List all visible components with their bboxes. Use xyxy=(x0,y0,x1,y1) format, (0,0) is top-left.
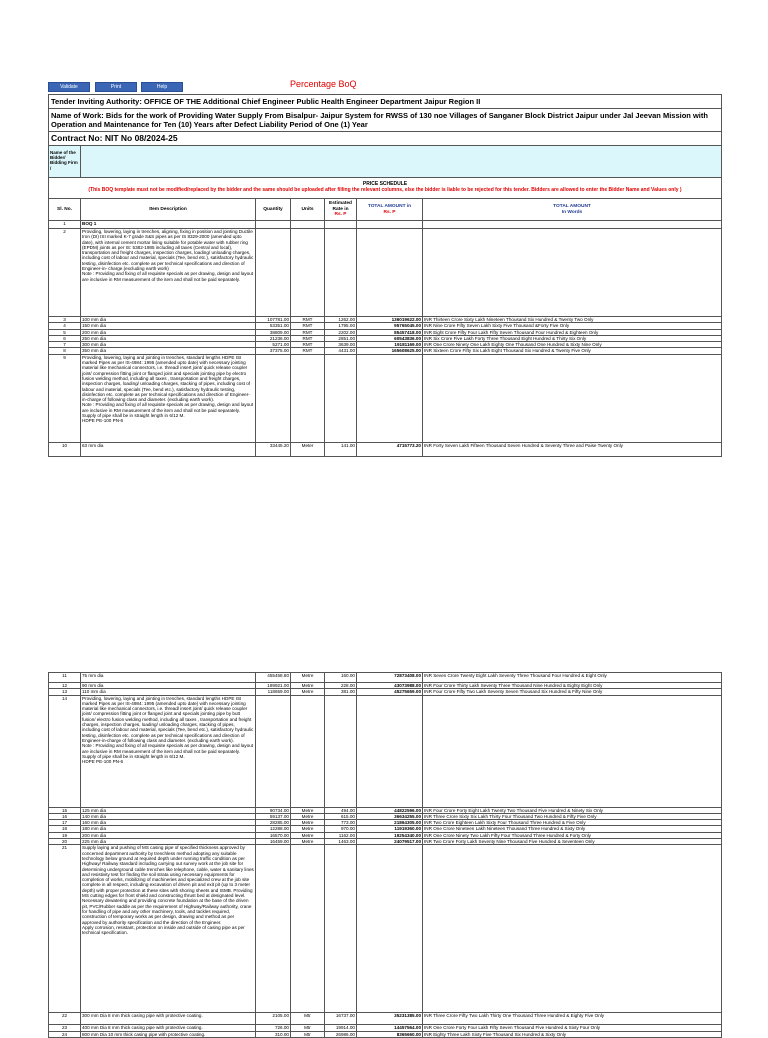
cell-quantity: 12288.00 xyxy=(256,826,291,832)
cell-sl-no: 12 xyxy=(49,683,81,689)
cell-rate[interactable] xyxy=(325,845,357,1013)
cell-total-amount[interactable]: 136019622.00 xyxy=(357,317,423,323)
cell-amount-in-words: INR Six Crore Five Lakh Forty Three Thousand Eight Hundred & Thirty Six Only xyxy=(423,335,722,341)
cell-quantity xyxy=(256,221,291,229)
cell-item-description: 75 mm dia xyxy=(81,673,256,683)
cell-item-description: 400 mm Dia 8 mm thick casing pipe with protective coating. xyxy=(81,1025,256,1031)
cell-rate[interactable]: 141.00 xyxy=(325,442,357,456)
cell-total-amount[interactable]: 35231385.00 xyxy=(357,1013,423,1025)
cell-total-amount[interactable]: 14457564.00 xyxy=(357,1025,423,1031)
cell-quantity: 2105.00 xyxy=(256,1013,291,1025)
cell-item-description: 200 mm dia xyxy=(81,832,256,838)
page-title: Percentage BoQ xyxy=(290,79,357,89)
cell-quantity: 189921.00 xyxy=(256,683,291,689)
cell-rate[interactable]: 1795.00 xyxy=(325,323,357,329)
cell-sl-no: 23 xyxy=(49,1025,81,1031)
cell-total-amount[interactable] xyxy=(357,221,423,229)
cell-sl-no: 7 xyxy=(49,342,81,348)
cell-quantity: 53351.00 xyxy=(256,323,291,329)
cell-sl-no: 16 xyxy=(49,813,81,819)
col-units: Units xyxy=(291,199,325,221)
cell-sl-no: 2 xyxy=(49,229,81,317)
cell-rate[interactable]: 16737.00 xyxy=(325,1013,357,1025)
cell-rate[interactable] xyxy=(325,354,357,442)
cell-rate[interactable] xyxy=(325,695,357,807)
price-schedule-heading: PRICE SCHEDULE xyxy=(362,181,408,187)
cell-amount-in-words: INR Three Crore Fifty Two Lakh Thirty One Thousand Three Hundred & Eighty Five Only xyxy=(423,1013,722,1025)
cell-quantity: 33445.20 xyxy=(256,442,291,456)
cell-sl-no: 4 xyxy=(49,323,81,329)
cell-quantity xyxy=(256,695,291,807)
cell-rate[interactable]: 615.00 xyxy=(325,813,357,819)
cell-quantity xyxy=(256,845,291,1013)
col-total-label: TOTAL AMOUNT in xyxy=(367,203,412,209)
contract-number: Contract No: NIT No 08/2024-25 xyxy=(49,132,722,146)
cell-sl-no: 24 xyxy=(49,1031,81,1037)
cell-total-amount[interactable]: 36634255.00 xyxy=(357,813,423,819)
table-row xyxy=(49,1031,722,1037)
cell-units: Metre xyxy=(291,820,325,826)
cell-amount-in-words xyxy=(423,354,722,442)
cell-item-description: 300 mm Dia 8 mm thick casing pipe with protective coating. xyxy=(81,1013,256,1025)
cell-rate[interactable]: 773.00 xyxy=(325,820,357,826)
cell-units xyxy=(291,845,325,1013)
cell-units: Metre xyxy=(291,673,325,683)
col-total-unit: Rs. P xyxy=(383,209,396,215)
cell-rate[interactable]: 228.00 xyxy=(325,683,357,689)
cell-item-description: Providing, lowering, laying in trenches, aligning, fixing in position and jointing Ductile Iron (DI) ISI marked K-7 grade S&S pipes as per IS 8329-2000 (amended upto date), with internal cement mortar lining suitable for potable water with rubber ring (EPDM) joints as per IS: 5382-1985 including all taxes (Central and local), transportation and freight charges, inspection charges, loading/ unloading charges, including cost of labour and material, specials (Tee, bend etc.), satisfactory hydraulic testing, disinfection etc. complete as per technical specifications and direction of Engineer-in- charge.(excluding earth work) Note : Providing and fixing of all requisite specials as per drawing, design and layout are inclusive in RM measurement of the item and shall not be paid separately. xyxy=(81,229,256,317)
cell-item-description: 200 mm dia xyxy=(81,329,256,335)
cell-item-description: 350 mm dia xyxy=(81,348,256,354)
cell-amount-in-words: INR Two Crore Eighteen Lakh Sixty Four Thousand Three Hundred & Five Only xyxy=(423,820,722,826)
col-item-description: Item Description xyxy=(81,199,256,221)
tender-authority: Tender Inviting Authority: OFFICE OF THE Additional Chief Engineer Public Health Engineer Department Jaipur Region II xyxy=(49,95,722,109)
cell-sl-no: 9 xyxy=(49,354,81,442)
col-rate xyxy=(325,199,357,221)
boq-table-page-2 xyxy=(48,672,722,1038)
validate-button[interactable]: Validate xyxy=(48,82,90,92)
cell-sl-no: 1 xyxy=(49,221,81,229)
cell-sl-no: 20 xyxy=(49,839,81,845)
cell-rate[interactable]: 1262.00 xyxy=(325,317,357,323)
cell-amount-in-words: INR Two Crore Forty Lakh Seventy Nine Thousand Five Hundred & Seventeen Only xyxy=(423,839,722,845)
cell-units xyxy=(291,354,325,442)
cell-amount-in-words: INR Eight Crore Fifty Four Lakh Fifty Seven Thousand Four Hundred & Eighteen Only xyxy=(423,329,722,335)
cell-units: Metre xyxy=(291,689,325,695)
cell-sl-no: 8 xyxy=(49,348,81,354)
col-words-unit: In Words xyxy=(561,209,583,215)
cell-quantity: 455458.80 xyxy=(256,673,291,683)
cell-units xyxy=(291,221,325,229)
cell-total-amount[interactable]: 165608625.00 xyxy=(357,348,423,354)
cell-units: RMT xyxy=(291,335,325,341)
cell-item-description: BOQ 1 xyxy=(81,221,256,229)
cell-sl-no: 18 xyxy=(49,826,81,832)
cell-total-amount[interactable]: 11919360.00 xyxy=(357,826,423,832)
cell-item-description: 90 mm dia xyxy=(81,683,256,689)
cell-amount-in-words: INR Three Crore Sixty Six Lakh Thirty Four Thousand Two Hundred & Fifty Five Only xyxy=(423,813,722,819)
cell-quantity: 28285.00 xyxy=(256,820,291,826)
cell-sl-no: 21 xyxy=(49,845,81,1013)
cell-quantity: 118659.00 xyxy=(256,689,291,695)
cell-rate[interactable]: 1162.00 xyxy=(325,832,357,838)
cell-total-amount[interactable] xyxy=(357,845,423,1013)
cell-item-description: 100 mm dia xyxy=(81,317,256,323)
cell-rate[interactable]: 1463.00 xyxy=(325,839,357,845)
price-schedule-note: (This BOQ template must not be modified/replaced by the bidder and the same should be uploaded after filling the relevant columns, else the bidder is liable to be rejected for this tender. Bidders are allowed to enter the Bidder Name and Values only ) xyxy=(88,187,682,193)
cell-sl-no: 22 xyxy=(49,1013,81,1025)
cell-item-description: 800 mm Dia 10 mm thick casing pipe with protective coating. xyxy=(81,1031,256,1037)
cell-amount-in-words: INR Seven Crore Twenty Eight Lakh Seventy Three Thousand Four Hundred & Eight Only xyxy=(423,673,722,683)
cell-item-description: Providing, lowering, laying and jointing in trenches, standard lengths HDPE ISI marked Pipes as per IS-4984: 1995 (amended upto date) with necessary jointing material like mechanical connectors, i.e. thread/ insert joint/ quick release coupler joint/ compression fitting joint or flanged joint and specials jointing pipe by butt fusion/ electro fusion welding method, including all taxes , transportation and freight charges, inspection charges, loading/ unloading charges, stacking of pipes, including cost of labour and material, specials (Tee, bend etc.), satisfactory hydraulic testing, disinfection etc. complete as per technical specifications and direction of Engineer-in-charge of following class and diameter. (excluding earth work). Note : Providing and fixing of all requisite specials as per drawing, design and layout are inclusive in RM measurement of the item and shall not be paid separately. Supply of pipe shall be in straight length in 6/12 M. HDPE PE-100 PN-6 xyxy=(81,695,256,807)
cell-quantity: 16570.00 xyxy=(256,832,291,838)
col-rate-unit: Rs. P xyxy=(334,212,347,218)
cell-units: RMT xyxy=(291,342,325,348)
cell-rate[interactable]: 494.00 xyxy=(325,807,357,813)
table-row xyxy=(49,1013,722,1025)
cell-item-description: 63 mm dia xyxy=(81,442,256,456)
cell-quantity: 310.00 xyxy=(256,1031,291,1037)
cell-quantity: 5271.00 xyxy=(256,342,291,348)
cell-item-description: 180 mm dia xyxy=(81,826,256,832)
cell-units xyxy=(291,229,325,317)
cell-rate[interactable] xyxy=(325,221,357,229)
cell-rate[interactable]: 381.00 xyxy=(325,689,357,695)
cell-quantity: 726.00 xyxy=(256,1025,291,1031)
cell-item-description: 110 mm dia xyxy=(81,689,256,695)
cell-total-amount[interactable]: 24079517.00 xyxy=(357,839,423,845)
cell-quantity xyxy=(256,229,291,317)
print-button[interactable]: Print xyxy=(95,82,137,92)
cell-rate[interactable] xyxy=(325,229,357,317)
cell-total-amount[interactable]: 45275659.00 xyxy=(357,689,423,695)
cell-units: RMT xyxy=(291,317,325,323)
cell-units xyxy=(291,695,325,807)
cell-amount-in-words: INR Four Crore Fifty Two Lakh Seventy Seven Thousand Six Hundred & Fifty Nine Only xyxy=(423,689,722,695)
cell-quantity xyxy=(256,354,291,442)
col-quantity: Quantity xyxy=(256,199,291,221)
cell-sl-no: 11 xyxy=(49,673,81,683)
cell-total-amount[interactable]: 19254340.00 xyxy=(357,832,423,838)
table-row xyxy=(49,845,722,1013)
cell-units: RMT xyxy=(291,348,325,354)
price-schedule xyxy=(49,178,722,199)
cell-rate[interactable]: 3639.00 xyxy=(325,342,357,348)
cell-amount-in-words xyxy=(423,221,722,229)
cell-amount-in-words: INR One Crore Nineteen Lakh Nineteen Thousand Three Hundred & Sixty Only xyxy=(423,826,722,832)
cell-amount-in-words: INR Forty Seven Lakh Fifteen Thousand Seven Hundred & Seventy Three and Paise Twenty Only xyxy=(423,442,722,456)
cell-units: Metre xyxy=(291,683,325,689)
cell-units: Mtr xyxy=(291,1025,325,1031)
cell-rate[interactable]: 26986.00 xyxy=(325,1031,357,1037)
bidder-name-input[interactable] xyxy=(81,146,722,178)
cell-units: RMT xyxy=(291,323,325,329)
cell-amount-in-words: INR One Crore Ninety Two Lakh Fifty Four Thousand Three Hundred & Forty Only xyxy=(423,832,722,838)
table-row xyxy=(49,354,722,442)
cell-units: Meter xyxy=(291,442,325,456)
cell-total-amount[interactable]: 4715773.20 xyxy=(357,442,423,456)
cell-units: Mtr xyxy=(291,1013,325,1025)
cell-amount-in-words xyxy=(423,845,722,1013)
bidder-name-label: Name of the Bidder/ Bidding Firm / xyxy=(49,146,81,178)
cell-rate[interactable]: 2851.00 xyxy=(325,335,357,341)
cell-units: RMT xyxy=(291,329,325,335)
cell-item-description: Providing, lowering, laying and jointing in trenches, standard lengths HDPE ISI marked Pipes as per IS-4984: 1995 (amended upto date) with necessary jointing material like mechanical connectors, i.e. thread/ insert joint/ quick release coupler joint/ compression fitting joint or flanged joint and specials jointing pipe by electro fusion welding method, including all taxes , transportation and freight charges, inspection charges, loading/ unloading charges, stacking of pipes, including cost of labour and material, specials (Tee, bend etc.), satisfactory hydraulic testing, disinfection etc. complete as per technical specifications and direction of Engineer-in-charge of following class and diameter. (excluding earth work). Note : Providing and fixing of all requisite specials as per drawing, design and layout are inclusive in RM measurement of the item and shall not be paid separately. Supply of pipe shall be in straight length in 6/12 M. HDPE PE-100 PN-6 xyxy=(81,354,256,442)
cell-sl-no: 13 xyxy=(49,689,81,695)
col-sl-no: Sl. No. xyxy=(49,199,81,221)
cell-quantity: 38809.00 xyxy=(256,329,291,335)
cell-rate[interactable]: 160.00 xyxy=(325,673,357,683)
cell-units: Metre xyxy=(291,832,325,838)
name-of-work: Name of Work: Bids for the work of Providing Water Supply From Bisalpur- Jaipur System for RWSS of 130 noe Villages of Sanganer Block District Jaipur under Jal Jeevan Mission with Operation and Maintenance for Ten (10) Years after Defect Liability Period of One (1) Year xyxy=(49,109,722,132)
cell-amount-in-words: INR Nine Crore Fifty Seven Lakh Sixty Five Thousand &Forty Five Only xyxy=(423,323,722,329)
cell-quantity: 16459.00 xyxy=(256,839,291,845)
cell-sl-no: 3 xyxy=(49,317,81,323)
cell-total-amount[interactable]: 21864305.00 xyxy=(357,820,423,826)
cell-sl-no: 15 xyxy=(49,807,81,813)
cell-amount-in-words: INR Four Crore Forty Eight Lakh Twenty Two Thousand Five Hundred & Ninety Six Only xyxy=(423,807,722,813)
col-rate-label: Estimated Rate in xyxy=(329,201,352,212)
cell-sl-no: 5 xyxy=(49,329,81,335)
cell-sl-no: 6 xyxy=(49,335,81,341)
cell-item-description: 250 mm dia xyxy=(81,335,256,341)
cell-total-amount[interactable] xyxy=(357,229,423,317)
cell-sl-no: 19 xyxy=(49,832,81,838)
cell-units: Metre xyxy=(291,839,325,845)
table-row xyxy=(49,695,722,807)
col-words-label: TOTAL AMOUNT xyxy=(553,203,591,209)
cell-total-amount[interactable]: 43073988.00 xyxy=(357,683,423,689)
table-row xyxy=(49,221,722,229)
table-row xyxy=(49,442,722,456)
cell-total-amount[interactable] xyxy=(357,354,423,442)
cell-amount-in-words: INR Eighty Three Lakh Sixty Five Thousand Six Hundred & Sixty Only xyxy=(423,1031,722,1037)
cell-item-description: 225 mm dia xyxy=(81,839,256,845)
col-total xyxy=(357,199,423,221)
cell-amount-in-words: INR Four Crore Thirty Lakh Seventy Three Thousand Nine Hundred & Eighty Eight Only xyxy=(423,683,722,689)
cell-quantity: 37375.00 xyxy=(256,348,291,354)
cell-sl-no: 17 xyxy=(49,820,81,826)
cell-amount-in-words: INR Sixteen Crore Fifty Six Lakh Eight Thousand Six Hundred & Twenty Five Only xyxy=(423,348,722,354)
cell-amount-in-words: INR One Crore Forty Four Lakh Fifty Seven Thousand Five Hundred & Sixty Four Only xyxy=(423,1025,722,1031)
cell-item-description: 140 mm dia xyxy=(81,813,256,819)
cell-sl-no: 10 xyxy=(49,442,81,456)
cell-total-amount[interactable]: 72873408.00 xyxy=(357,673,423,683)
cell-rate[interactable]: 970.00 xyxy=(325,826,357,832)
cell-amount-in-words xyxy=(423,229,722,317)
cell-rate[interactable]: 2202.00 xyxy=(325,329,357,335)
cell-item-description: Supply laying and pushing of MS casing pipe of specified thickness approved by concerned department authority by trenchless method adopting any suitable technology below ground at required depth under running traffic condition as per Highway/ Railway standard including carrying out survey work at the job site for determining underground cable trenches like telephone, cable, water & sanitary lines and resistivity test for finding the soil strata using necessary equipments for completion of works, mobilizing of machineries and specialized crew at the job site complete in all respect, including excavation of driven pit and exit pit (up to 3 meter depth) with proper protection at these sites with shoring sheets and ISMB. Providing MS cutting edges for front shield and constructing thrust bed at designated level. Necessary dewatering and providing concrete foundation at the base of the driven pit, PVC/Rubber saddle as per the requirement of Highway/Railway authority, crane for handling of pipe and any other machinery, tools, and tackles required, construction of temporary works as per design, drawing and method as per approved by authority specification and the direction of the Engineer. Apply corrosion, resistant, protection on inside and outside of casing pipe as per technical specification. xyxy=(81,845,256,1013)
cell-total-amount[interactable]: 44822596.00 xyxy=(357,807,423,813)
cell-units: Mtr xyxy=(291,1031,325,1037)
cell-item-description: 300 mm dia xyxy=(81,342,256,348)
cell-units: Metre xyxy=(291,826,325,832)
cell-rate[interactable]: 4431.00 xyxy=(325,348,357,354)
cell-units: Metre xyxy=(291,807,325,813)
cell-total-amount[interactable]: 60543836.00 xyxy=(357,335,423,341)
cell-item-description: 160 mm dia xyxy=(81,820,256,826)
cell-total-amount[interactable]: 19181169.00 xyxy=(357,342,423,348)
table-row xyxy=(49,673,722,683)
cell-quantity: 107781.00 xyxy=(256,317,291,323)
cell-units: Metre xyxy=(291,813,325,819)
table-row xyxy=(49,229,722,317)
cell-quantity: 59137.00 xyxy=(256,813,291,819)
cell-item-description: 150 mm dia xyxy=(81,323,256,329)
cell-item-description: 125 mm dia xyxy=(81,807,256,813)
cell-total-amount[interactable]: 85457418.00 xyxy=(357,329,423,335)
boq-table-page-1 xyxy=(48,94,722,457)
cell-quantity: 90734.00 xyxy=(256,807,291,813)
cell-rate[interactable]: 19914.00 xyxy=(325,1025,357,1031)
help-button[interactable]: Help xyxy=(141,82,183,92)
cell-amount-in-words xyxy=(423,695,722,807)
cell-total-amount[interactable] xyxy=(357,695,423,807)
cell-amount-in-words: INR Thirteen Crore Sixty Lakh Nineteen Thousand Six Hundred & Twenty Two Only xyxy=(423,317,722,323)
cell-amount-in-words: INR One Crore Ninety One Lakh Eighty One Thousand One Hundred & Sixty Nine Only xyxy=(423,342,722,348)
cell-sl-no: 14 xyxy=(49,695,81,807)
col-words xyxy=(423,199,722,221)
cell-total-amount[interactable]: 95765045.00 xyxy=(357,323,423,329)
cell-total-amount[interactable]: 8365660.00 xyxy=(357,1031,423,1037)
cell-quantity: 21236.00 xyxy=(256,335,291,341)
